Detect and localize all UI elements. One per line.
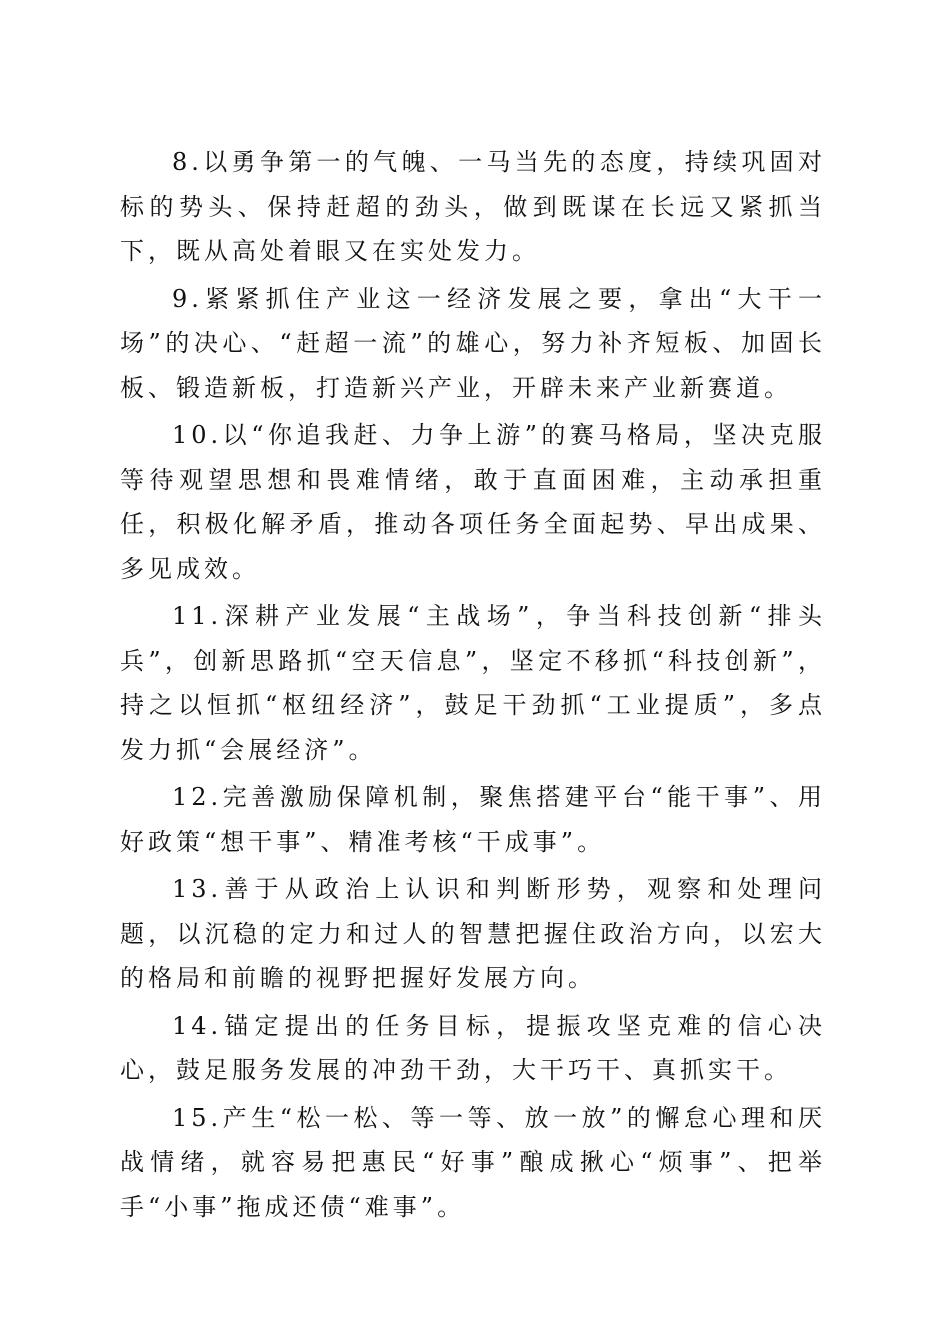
document-body xyxy=(120,140,826,1232)
paragraph-13: 13.善于从政治上认识和判断形势，观察和处理问题，以沉稳的定力和过人的智慧把握住政治方向，以宏大的格局和前瞻的视野把握好发展方向。 xyxy=(120,875,826,992)
paragraph-14: 14.锚定提出的任务目标，提振攻坚克难的信心决心，鼓足服务发展的冲劲干劲，大干巧干、真抓实干。 xyxy=(120,1011,826,1084)
paragraph-9: 9.紧紧抓住产业这一经济发展之要，拿出“大干一场”的决心、“赶超一流”的雄心，努力补齐短板、加固长板、锻造新板，打造新兴产业，开辟未来产业新赛道。 xyxy=(120,284,826,402)
paragraph-10: 10.以“你追我赶、力争上游”的赛马格局，坚决克服等待观望思想和畏难情绪，敢于直面困难，主动承担重任，积极化解矛盾，推动各项任务全面起势、早出成果、多见成效。 xyxy=(120,421,826,583)
paragraph-11: 11.深耕产业发展“主战场”，争当科技创新“排头兵”，创新思路抓“空天信息”，坚定不移抓“科技创新”，持之以恒抓“枢纽经济”，鼓足干劲抓“工业提质”，多点发力抓“会展经济”。 xyxy=(120,602,826,764)
paragraph-15: 15.产生“松一松、等一等、放一放”的懈怠心理和厌战情绪，就容易把惠民“好事”酿成揪心“烦事”、把举手“小事”拖成还债“难事”。 xyxy=(120,1103,826,1221)
paragraph-8: 8.以勇争第一的气魄、一马当先的态度，持续巩固对标的势头、保持赶超的劲头，做到既谋在长远又紧抓当下，既从高处着眼又在实处发力。 xyxy=(120,148,826,265)
paragraph-12: 12.完善激励保障机制，聚焦搭建平台“能干事”、用好政策“想干事”、精准考核“干成事”。 xyxy=(120,783,826,856)
